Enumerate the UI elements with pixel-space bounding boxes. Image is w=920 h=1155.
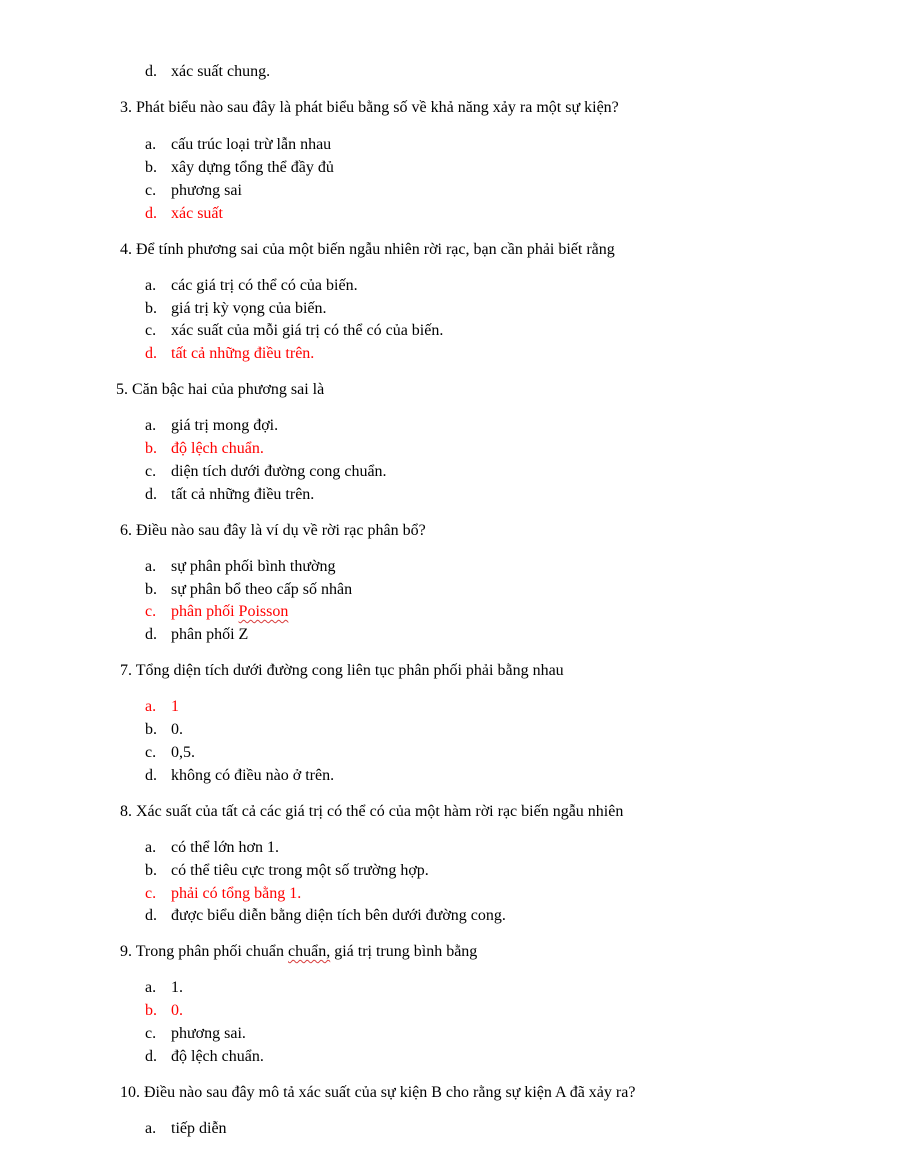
stem-text: giá trị trung bình bằng [330, 943, 478, 960]
option-letter: a. [145, 1120, 157, 1137]
option-letter: d. [145, 345, 157, 362]
option-letter: c. [145, 463, 157, 480]
option-letter: a. [145, 979, 157, 996]
option-letter: b. [145, 721, 157, 738]
option-text: xác suất chung. [171, 63, 271, 80]
q7-option-c [145, 743, 195, 763]
option-letter: b. [145, 440, 157, 457]
q4-option-d-correct [145, 344, 314, 364]
question-5-stem: 5. Căn bậc hai của phương sai là [116, 381, 325, 398]
option-letter: c. [145, 603, 157, 620]
q5-option-a [145, 416, 278, 436]
option-text: có thể tiêu cực trong một số trường hợp. [171, 862, 429, 879]
q5-option-c [145, 462, 387, 482]
question-4-stem: 4. Để tính phương sai của một biến ngẫu nhiên rời rạc, bạn cần phải biết rằng [120, 241, 615, 258]
option-text: 0. [171, 1002, 183, 1019]
q9-option-b-correct [145, 1001, 183, 1021]
option-text: tiếp diễn [171, 1120, 227, 1137]
option-text: phương sai [171, 182, 242, 199]
question-10-stem: 10. Điều nào sau đây mô tả xác suất của sự kiện B cho rằng sự kiện A đã xảy ra? [120, 1084, 636, 1101]
option-text: tất cả những điều trên. [171, 345, 315, 362]
q3-option-a [145, 135, 331, 155]
option-letter: d. [145, 205, 157, 222]
spellcheck-word: chuẩn, [288, 943, 331, 960]
option-letter: c. [145, 182, 157, 199]
q9-option-c [145, 1024, 246, 1044]
option-text: độ lệch chuẩn. [171, 440, 264, 457]
q7-option-a-correct [145, 697, 179, 717]
question-6-stem: 6. Điều nào sau đây là ví dụ về rời rạc phân bổ? [120, 522, 426, 539]
q5-option-d [145, 485, 314, 505]
q8-option-c-correct [145, 884, 301, 904]
option-text: độ lệch chuẩn. [171, 1048, 264, 1065]
q10-option-a [145, 1119, 227, 1139]
q3-option-c [145, 181, 242, 201]
option-letter: b. [145, 581, 157, 598]
option-letter: d. [145, 907, 157, 924]
option-text: 1 [171, 698, 179, 715]
q9-option-d [145, 1047, 264, 1067]
option-text: diện tích dưới đường cong chuẩn. [171, 463, 387, 480]
option-text: được biểu diễn bằng diện tích bên dưới đường cong. [171, 907, 506, 924]
q7-option-d [145, 766, 334, 786]
option-text: 0. [171, 721, 183, 738]
option-letter: d. [145, 626, 157, 643]
option-text: có thể lớn hơn 1. [171, 839, 280, 856]
option-d-prev [145, 62, 270, 82]
question-9-stem [120, 942, 477, 962]
question-8-stem: 8. Xác suất của tất cả các giá trị có thể có của một hàm rời rạc biến ngẫu nhiên [120, 803, 624, 820]
option-letter: a. [145, 839, 157, 856]
option-letter: c. [145, 1025, 157, 1042]
q6-option-b [145, 580, 352, 600]
q8-option-a [145, 838, 279, 858]
q6-option-d [145, 625, 248, 645]
option-letter: b. [145, 300, 157, 317]
option-text: cấu trúc loại trừ lẫn nhau [171, 136, 332, 153]
option-text: phân phối [171, 603, 239, 620]
option-letter: d. [145, 63, 157, 80]
option-text: các giá trị có thể có của biến. [171, 277, 358, 294]
option-letter: d. [145, 486, 157, 503]
q5-option-b-correct [145, 439, 264, 459]
option-letter: c. [145, 885, 157, 902]
option-text: không có điều nào ở trên. [171, 767, 335, 784]
option-letter: d. [145, 1048, 157, 1065]
option-text: sự phân bổ theo cấp số nhân [171, 581, 353, 598]
option-text: xác suất của mỗi giá trị có thể có của biến. [171, 322, 444, 339]
option-letter: a. [145, 277, 157, 294]
q6-option-c-correct [145, 602, 288, 622]
spellcheck-word: Poisson [238, 603, 289, 620]
q4-option-c [145, 321, 443, 341]
q8-option-d [145, 906, 506, 926]
option-letter: c. [145, 322, 157, 339]
option-text: phải có tổng bằng 1. [171, 885, 302, 902]
q4-option-b [145, 299, 327, 319]
option-text: phương sai. [171, 1025, 246, 1042]
q9-option-a [145, 978, 183, 998]
q3-option-d-correct [145, 204, 223, 224]
option-text: giá trị kỳ vọng của biến. [171, 300, 327, 317]
option-text: phân phối Z [171, 626, 249, 643]
q4-option-a [145, 276, 358, 296]
option-letter: a. [145, 558, 157, 575]
option-letter: c. [145, 744, 157, 761]
q7-option-b [145, 720, 183, 740]
option-letter: a. [145, 136, 157, 153]
question-7-stem: 7. Tổng diện tích dưới đường cong liên tục phân phối phải bằng nhau [120, 662, 564, 679]
option-text: 0,5. [171, 744, 195, 761]
option-letter: a. [145, 417, 157, 434]
option-text: 1. [171, 979, 183, 996]
option-letter: a. [145, 698, 157, 715]
option-letter: b. [145, 1002, 157, 1019]
q8-option-b [145, 861, 429, 881]
option-text: tất cả những điều trên. [171, 486, 315, 503]
q3-option-b [145, 158, 334, 178]
question-3-stem: 3. Phát biểu nào sau đây là phát biểu bằng số về khả năng xảy ra một sự kiện? [120, 99, 619, 116]
option-text: xác suất [171, 205, 223, 222]
option-text: xây dựng tổng thể đầy đủ [171, 159, 334, 176]
option-letter: b. [145, 862, 157, 879]
option-letter: b. [145, 159, 157, 176]
q6-option-a [145, 557, 335, 577]
option-letter: d. [145, 767, 157, 784]
option-text: giá trị mong đợi. [171, 417, 279, 434]
option-text: sự phân phối bình thường [171, 558, 336, 575]
stem-text: 9. Trong phân phối chuẩn [120, 943, 288, 960]
